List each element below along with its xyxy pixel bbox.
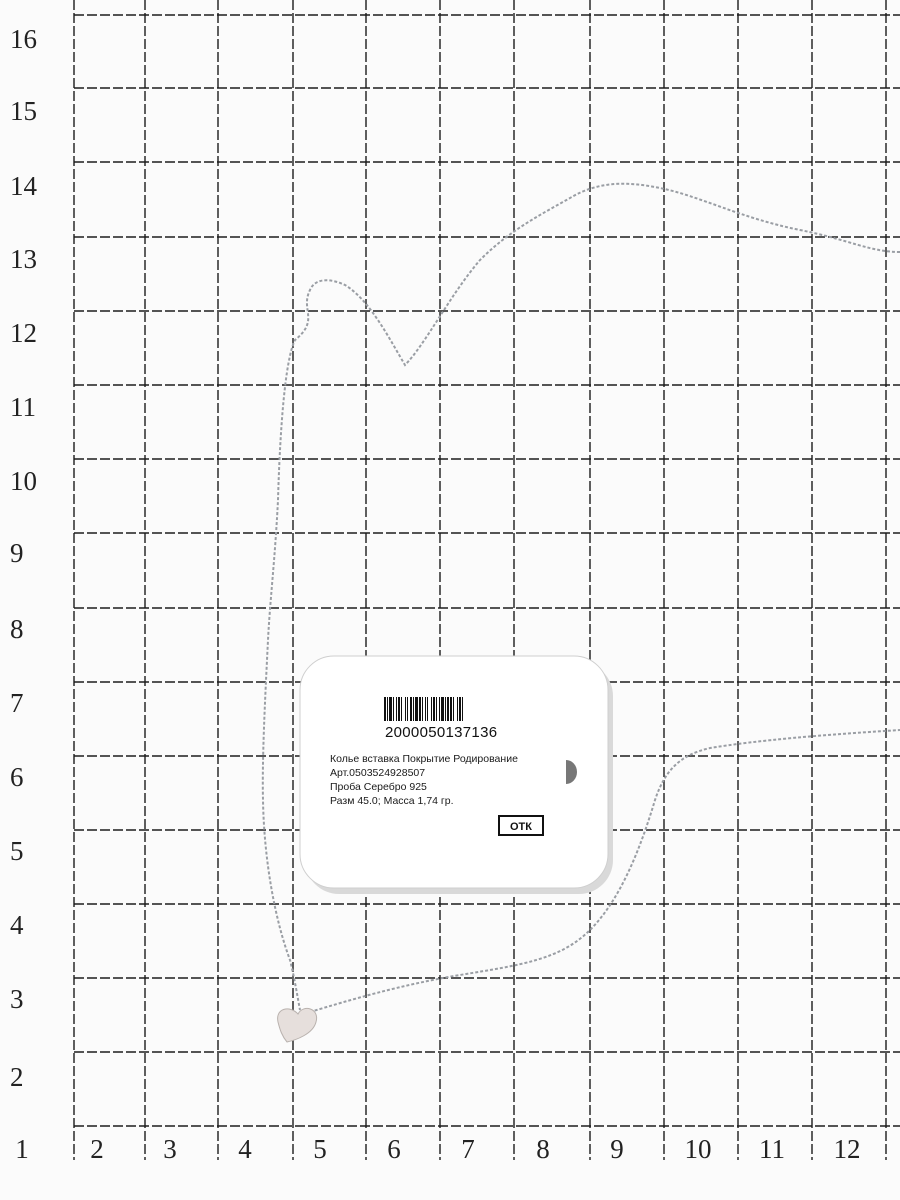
column-label: 5 — [313, 1134, 327, 1164]
barcode-bar — [457, 697, 458, 721]
barcode-bar — [422, 697, 423, 721]
barcode-bar — [384, 697, 386, 721]
row-label: 2 — [10, 1062, 24, 1092]
column-scale — [15, 1134, 860, 1164]
row-label: 8 — [10, 614, 24, 644]
tag-line-2: Арт.0503524928507 — [330, 767, 426, 779]
barcode-bar — [459, 697, 461, 721]
barcode-bar — [450, 697, 452, 721]
barcode-bar — [425, 697, 426, 721]
tag-line-4: Разм 45.0; Масса 1,74 гр. — [330, 795, 454, 807]
barcode-bar — [389, 697, 392, 721]
barcode-bar — [445, 697, 446, 721]
column-label: 1 — [15, 1134, 29, 1164]
tag-line-3: Проба Серебро 925 — [330, 781, 427, 793]
barcode-bar — [410, 697, 412, 721]
barcode-bar — [387, 697, 388, 721]
barcode-bar — [407, 697, 408, 721]
barcode-bar — [401, 697, 402, 721]
barcode-bar — [393, 697, 394, 721]
barcode-bar — [419, 697, 421, 721]
column-label: 8 — [536, 1134, 550, 1164]
row-label: 3 — [10, 984, 24, 1014]
row-label: 9 — [10, 538, 24, 568]
row-label: 5 — [10, 836, 24, 866]
row-label: 6 — [10, 762, 24, 792]
barcode-number: 2000050137136 — [385, 724, 498, 741]
row-label: 7 — [10, 688, 24, 718]
row-label: 16 — [10, 24, 37, 54]
barcode-bar — [436, 697, 437, 721]
column-label: 7 — [461, 1134, 475, 1164]
barcode-bar — [453, 697, 454, 721]
column-label: 4 — [238, 1134, 252, 1164]
barcode-bar — [396, 697, 397, 721]
row-label: 10 — [10, 466, 37, 496]
barcode-bar — [427, 697, 428, 721]
row-label: 11 — [10, 392, 36, 422]
row-label: 14 — [10, 171, 37, 201]
column-label: 2 — [90, 1134, 104, 1164]
column-label: 3 — [163, 1134, 177, 1164]
row-label: 12 — [10, 318, 37, 348]
column-label: 12 — [833, 1134, 861, 1164]
barcode-bar — [462, 697, 463, 721]
column-label: 11 — [759, 1134, 785, 1164]
column-label: 10 — [684, 1134, 712, 1164]
row-scale — [10, 24, 38, 1092]
heart-pendant-shape — [278, 1008, 317, 1042]
measurement-grid — [74, 0, 900, 1160]
barcode-bar — [431, 697, 432, 721]
barcode-bar — [415, 697, 418, 721]
barcode-bar — [413, 697, 414, 721]
row-label: 15 — [10, 96, 37, 126]
barcode-bar — [447, 697, 449, 721]
row-label: 13 — [10, 244, 37, 274]
qc-stamp: ОТК — [510, 821, 532, 833]
price-tag — [300, 656, 613, 894]
barcode-bar — [433, 697, 435, 721]
barcode-bar — [398, 697, 400, 721]
barcode-bar — [441, 697, 444, 721]
barcode-bar — [405, 697, 406, 721]
row-label: 4 — [10, 910, 24, 940]
barcode-bar — [439, 697, 440, 721]
column-label: 6 — [387, 1134, 401, 1164]
column-label: 9 — [610, 1134, 624, 1164]
heart-pendant — [278, 1008, 317, 1042]
tag-line-1: Колье вставка Покрытие Родирование — [330, 753, 518, 765]
